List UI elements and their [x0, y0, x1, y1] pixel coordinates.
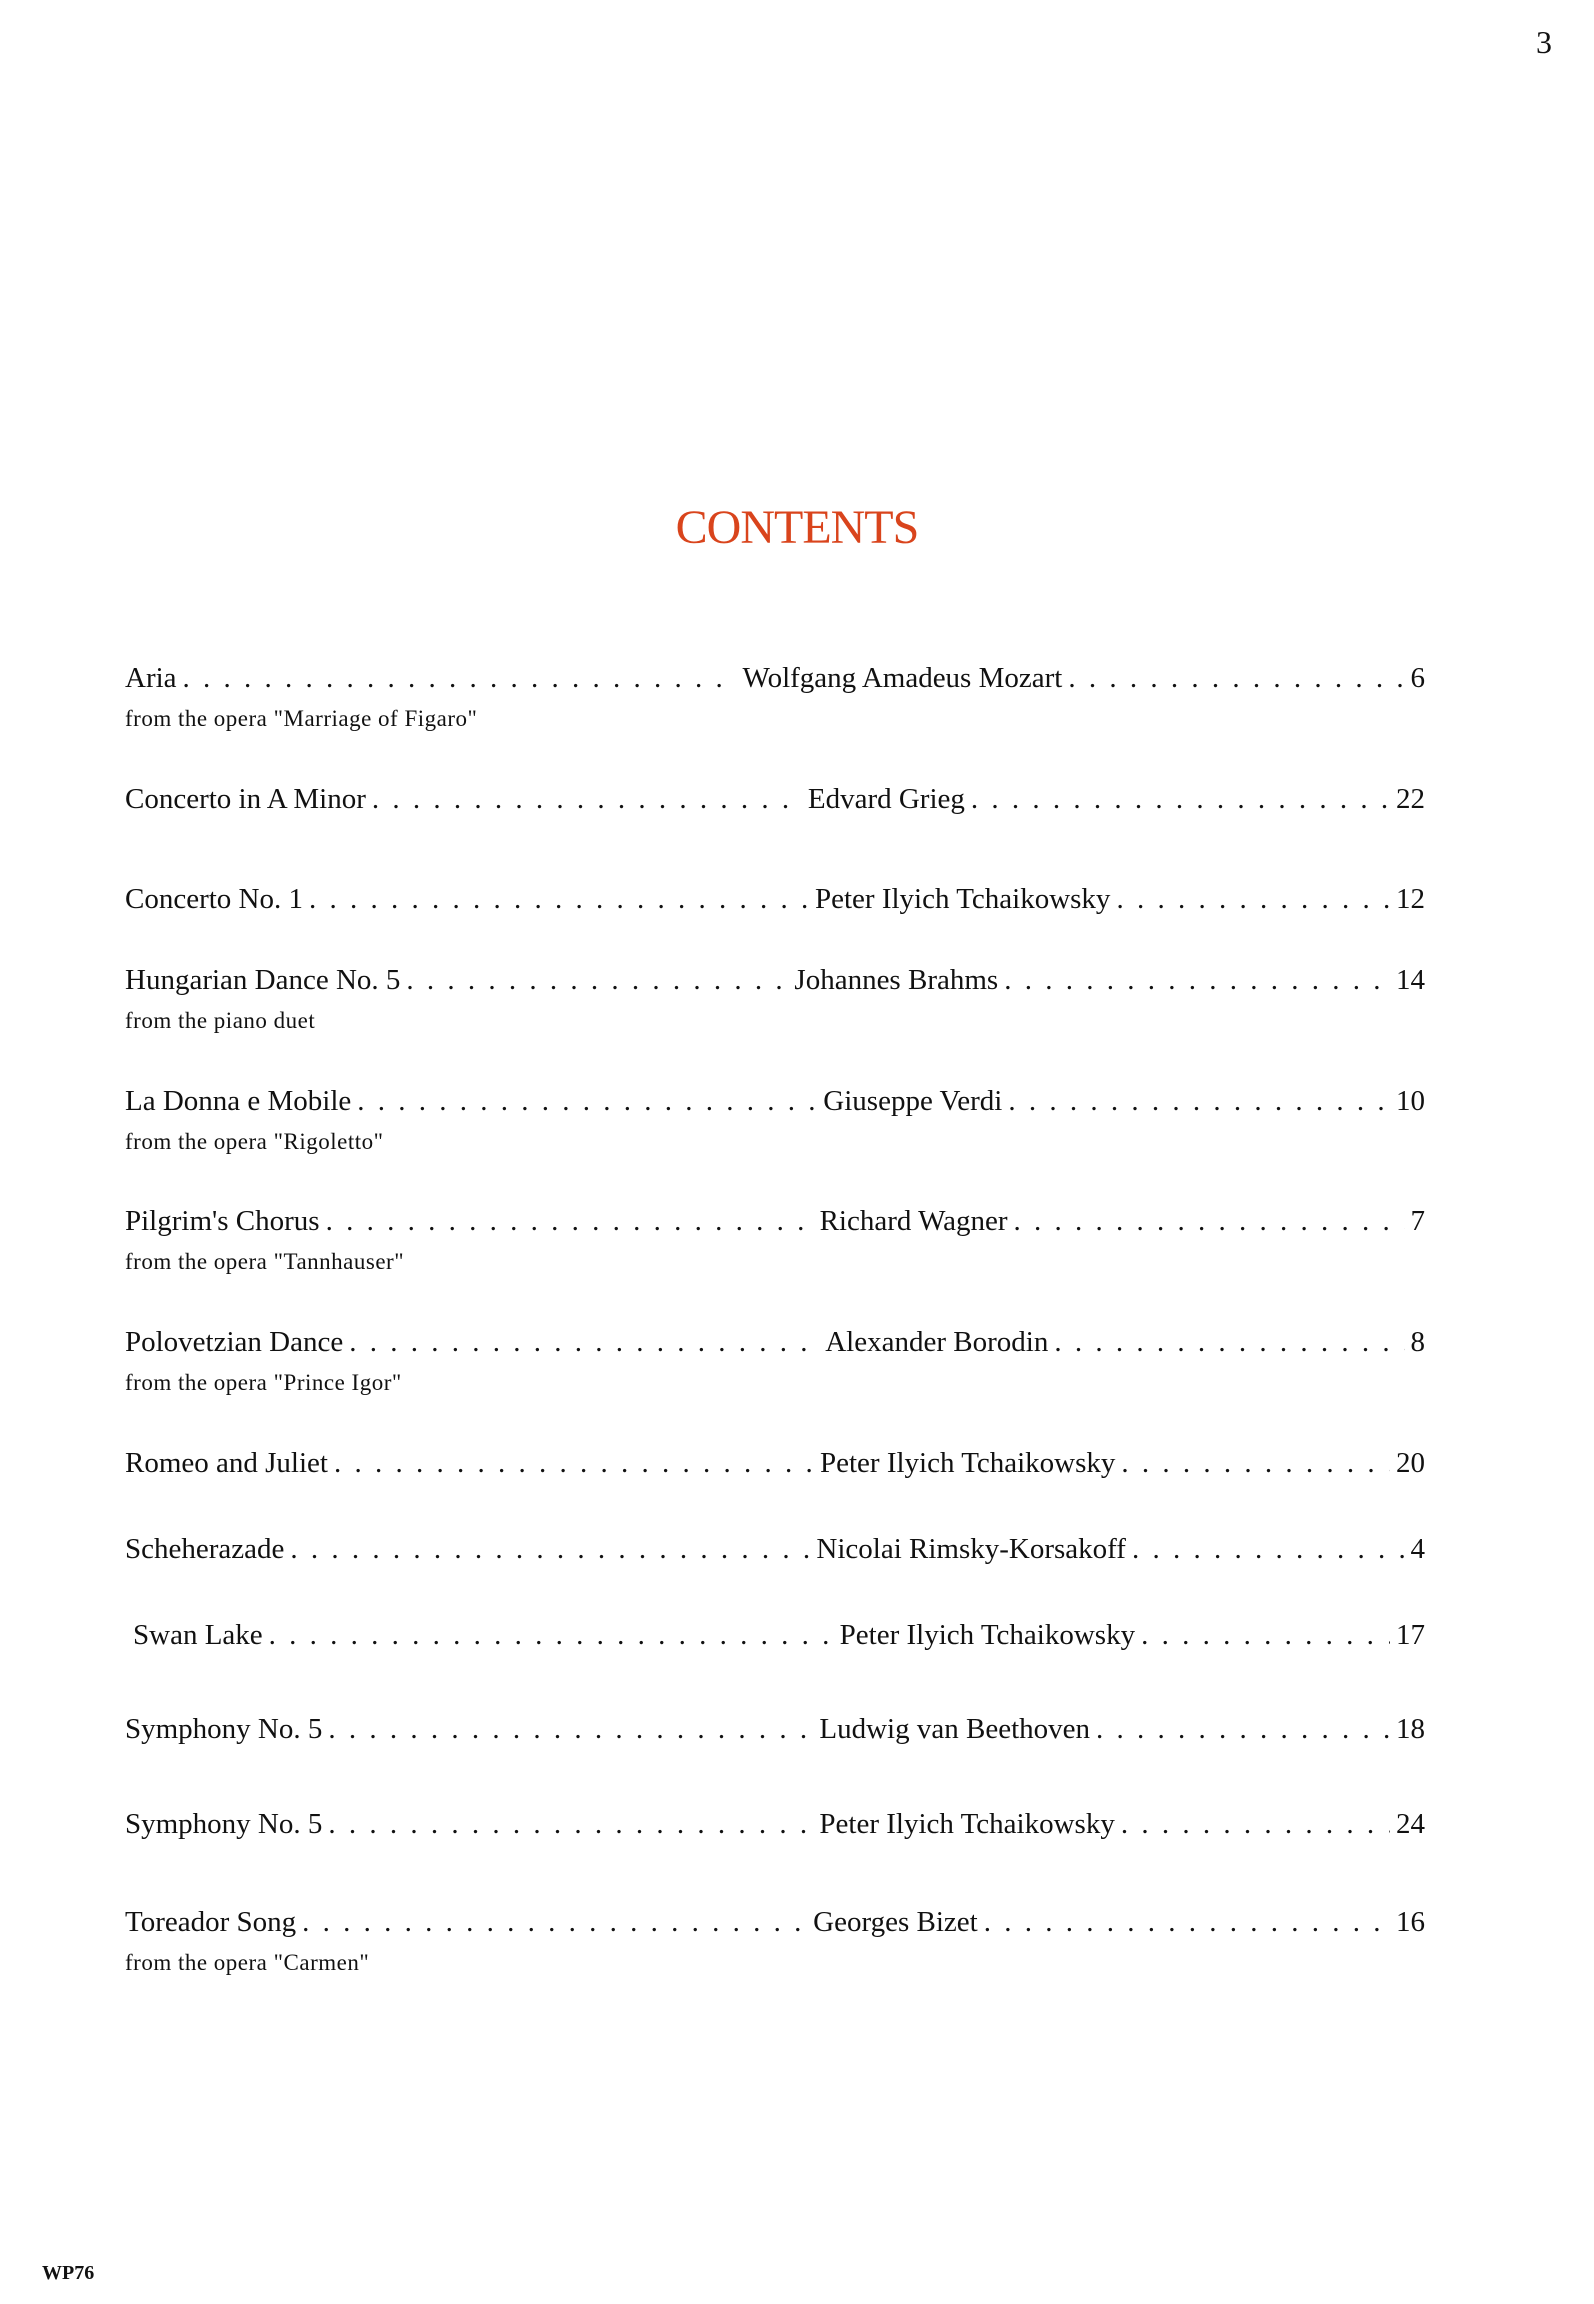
toc-page-number: 7	[1410, 1205, 1425, 1237]
toc-page-number: 16	[1396, 1906, 1425, 1938]
page-title: CONTENTS	[675, 501, 919, 554]
toc-leader-dots	[328, 1808, 813, 1841]
toc-work-title: Symphony No. 5	[125, 1808, 323, 1840]
toc-leader-dots	[971, 783, 1390, 816]
toc-page-number: 4	[1410, 1533, 1425, 1565]
toc-leader-dots	[1014, 1205, 1405, 1238]
toc-page-number: 22	[1396, 783, 1425, 815]
toc-composer: Peter Ilyich Tchaikowsky	[839, 1619, 1136, 1651]
toc-work-title: Swan Lake	[133, 1619, 263, 1651]
toc-work-title: Aria	[125, 662, 177, 694]
toc-page-number: 10	[1396, 1085, 1425, 1117]
toc-subtitle: from the opera "Carmen"	[125, 1950, 370, 1975]
toc-subtitle: from the opera "Rigoletto"	[125, 1129, 384, 1154]
toc-entry	[125, 662, 1425, 732]
toc-leader-dots	[1096, 1713, 1390, 1746]
toc-composer: Giuseppe Verdi	[823, 1085, 1003, 1117]
toc-leader-dots	[1132, 1533, 1405, 1566]
toc-page-number: 20	[1396, 1447, 1425, 1479]
toc-leader-dots	[1068, 662, 1404, 695]
toc-entry	[125, 783, 1425, 823]
toc-composer: Peter Ilyich Tchaikowsky	[819, 1447, 1116, 1479]
toc-leader-dots	[349, 1326, 819, 1359]
toc-page-number: 24	[1396, 1808, 1425, 1840]
toc-leader-dots	[309, 883, 809, 916]
toc-entry	[125, 883, 1425, 923]
toc-work-title: Polovetzian Dance	[125, 1326, 344, 1358]
toc-leader-dots	[406, 964, 788, 997]
toc-entry	[133, 1619, 1425, 1659]
toc-leader-dots	[1141, 1619, 1390, 1652]
toc-work-title: Scheherazade	[125, 1533, 285, 1565]
toc-work-title: Hungarian Dance No. 5	[125, 964, 401, 996]
toc-work-title: Concerto No. 1	[125, 883, 303, 915]
toc-entry	[125, 964, 1425, 1034]
toc-page-number: 6	[1410, 662, 1425, 694]
toc-entry	[125, 1713, 1425, 1753]
toc-leader-dots	[984, 1906, 1390, 1939]
toc-leader-dots	[326, 1205, 814, 1238]
catalog-code: WP76	[42, 2262, 95, 2284]
toc-composer: Georges Bizet	[813, 1906, 978, 1938]
page-number: 3	[1536, 24, 1552, 60]
toc-subtitle: from the opera "Prince Igor"	[125, 1370, 402, 1395]
toc-composer: Alexander Borodin	[825, 1326, 1049, 1358]
toc-composer: Peter Ilyich Tchaikowsky	[819, 1808, 1115, 1840]
toc-leader-dots	[328, 1713, 813, 1746]
toc-page-number: 18	[1396, 1713, 1425, 1745]
toc-subtitle: from the piano duet	[125, 1008, 316, 1033]
toc-composer: Nicolai Rimsky-Korsakoff	[816, 1533, 1126, 1565]
toc-entry	[125, 1447, 1425, 1487]
toc-page-number: 14	[1396, 964, 1425, 996]
toc-leader-dots	[1121, 1447, 1390, 1480]
toc-composer: Ludwig van Beethoven	[819, 1713, 1090, 1745]
toc-work-title: La Donna e Mobile	[125, 1085, 352, 1117]
toc-composer: Richard Wagner	[819, 1205, 1008, 1237]
toc-work-title: Concerto in A Minor	[125, 783, 366, 815]
toc-composer: Peter Ilyich Tchaikowsky	[815, 883, 1111, 915]
toc-leader-dots	[290, 1533, 810, 1566]
toc-leader-dots	[1054, 1326, 1404, 1359]
toc-entry	[125, 1533, 1425, 1573]
toc-leader-dots	[269, 1619, 834, 1652]
toc-work-title: Symphony No. 5	[125, 1713, 323, 1745]
toc-page-number: 12	[1396, 883, 1425, 915]
toc-leader-dots	[372, 783, 802, 816]
toc-work-title: Toreador Song	[125, 1906, 297, 1938]
toc-work-title: Romeo and Juliet	[125, 1447, 328, 1479]
toc-work-title: Pilgrim's Chorus	[125, 1205, 320, 1237]
toc-entry	[125, 1326, 1425, 1396]
toc-leader-dots	[1008, 1085, 1390, 1118]
toc-page-number: 8	[1410, 1326, 1425, 1358]
toc-leader-dots	[1121, 1808, 1390, 1841]
toc-leader-dots	[357, 1085, 817, 1118]
toc-composer: Johannes Brahms	[794, 964, 999, 996]
toc-entry	[125, 1808, 1425, 1848]
toc-composer: Wolfgang Amadeus Mozart	[742, 662, 1063, 694]
toc-composer: Edvard Grieg	[807, 783, 965, 815]
toc-subtitle: from the opera "Tannhauser"	[125, 1249, 405, 1274]
toc-page-number: 17	[1396, 1619, 1425, 1651]
toc-leader-dots	[302, 1906, 807, 1939]
toc-subtitle: from the opera "Marriage of Figaro"	[125, 706, 478, 731]
toc-leader-dots	[1116, 883, 1390, 916]
toc-leader-dots	[334, 1447, 814, 1480]
toc-leader-dots	[183, 662, 737, 695]
toc-leader-dots	[1004, 964, 1390, 997]
toc-entry	[125, 1085, 1425, 1155]
toc-entry	[125, 1906, 1425, 1976]
toc-entry	[125, 1205, 1425, 1275]
